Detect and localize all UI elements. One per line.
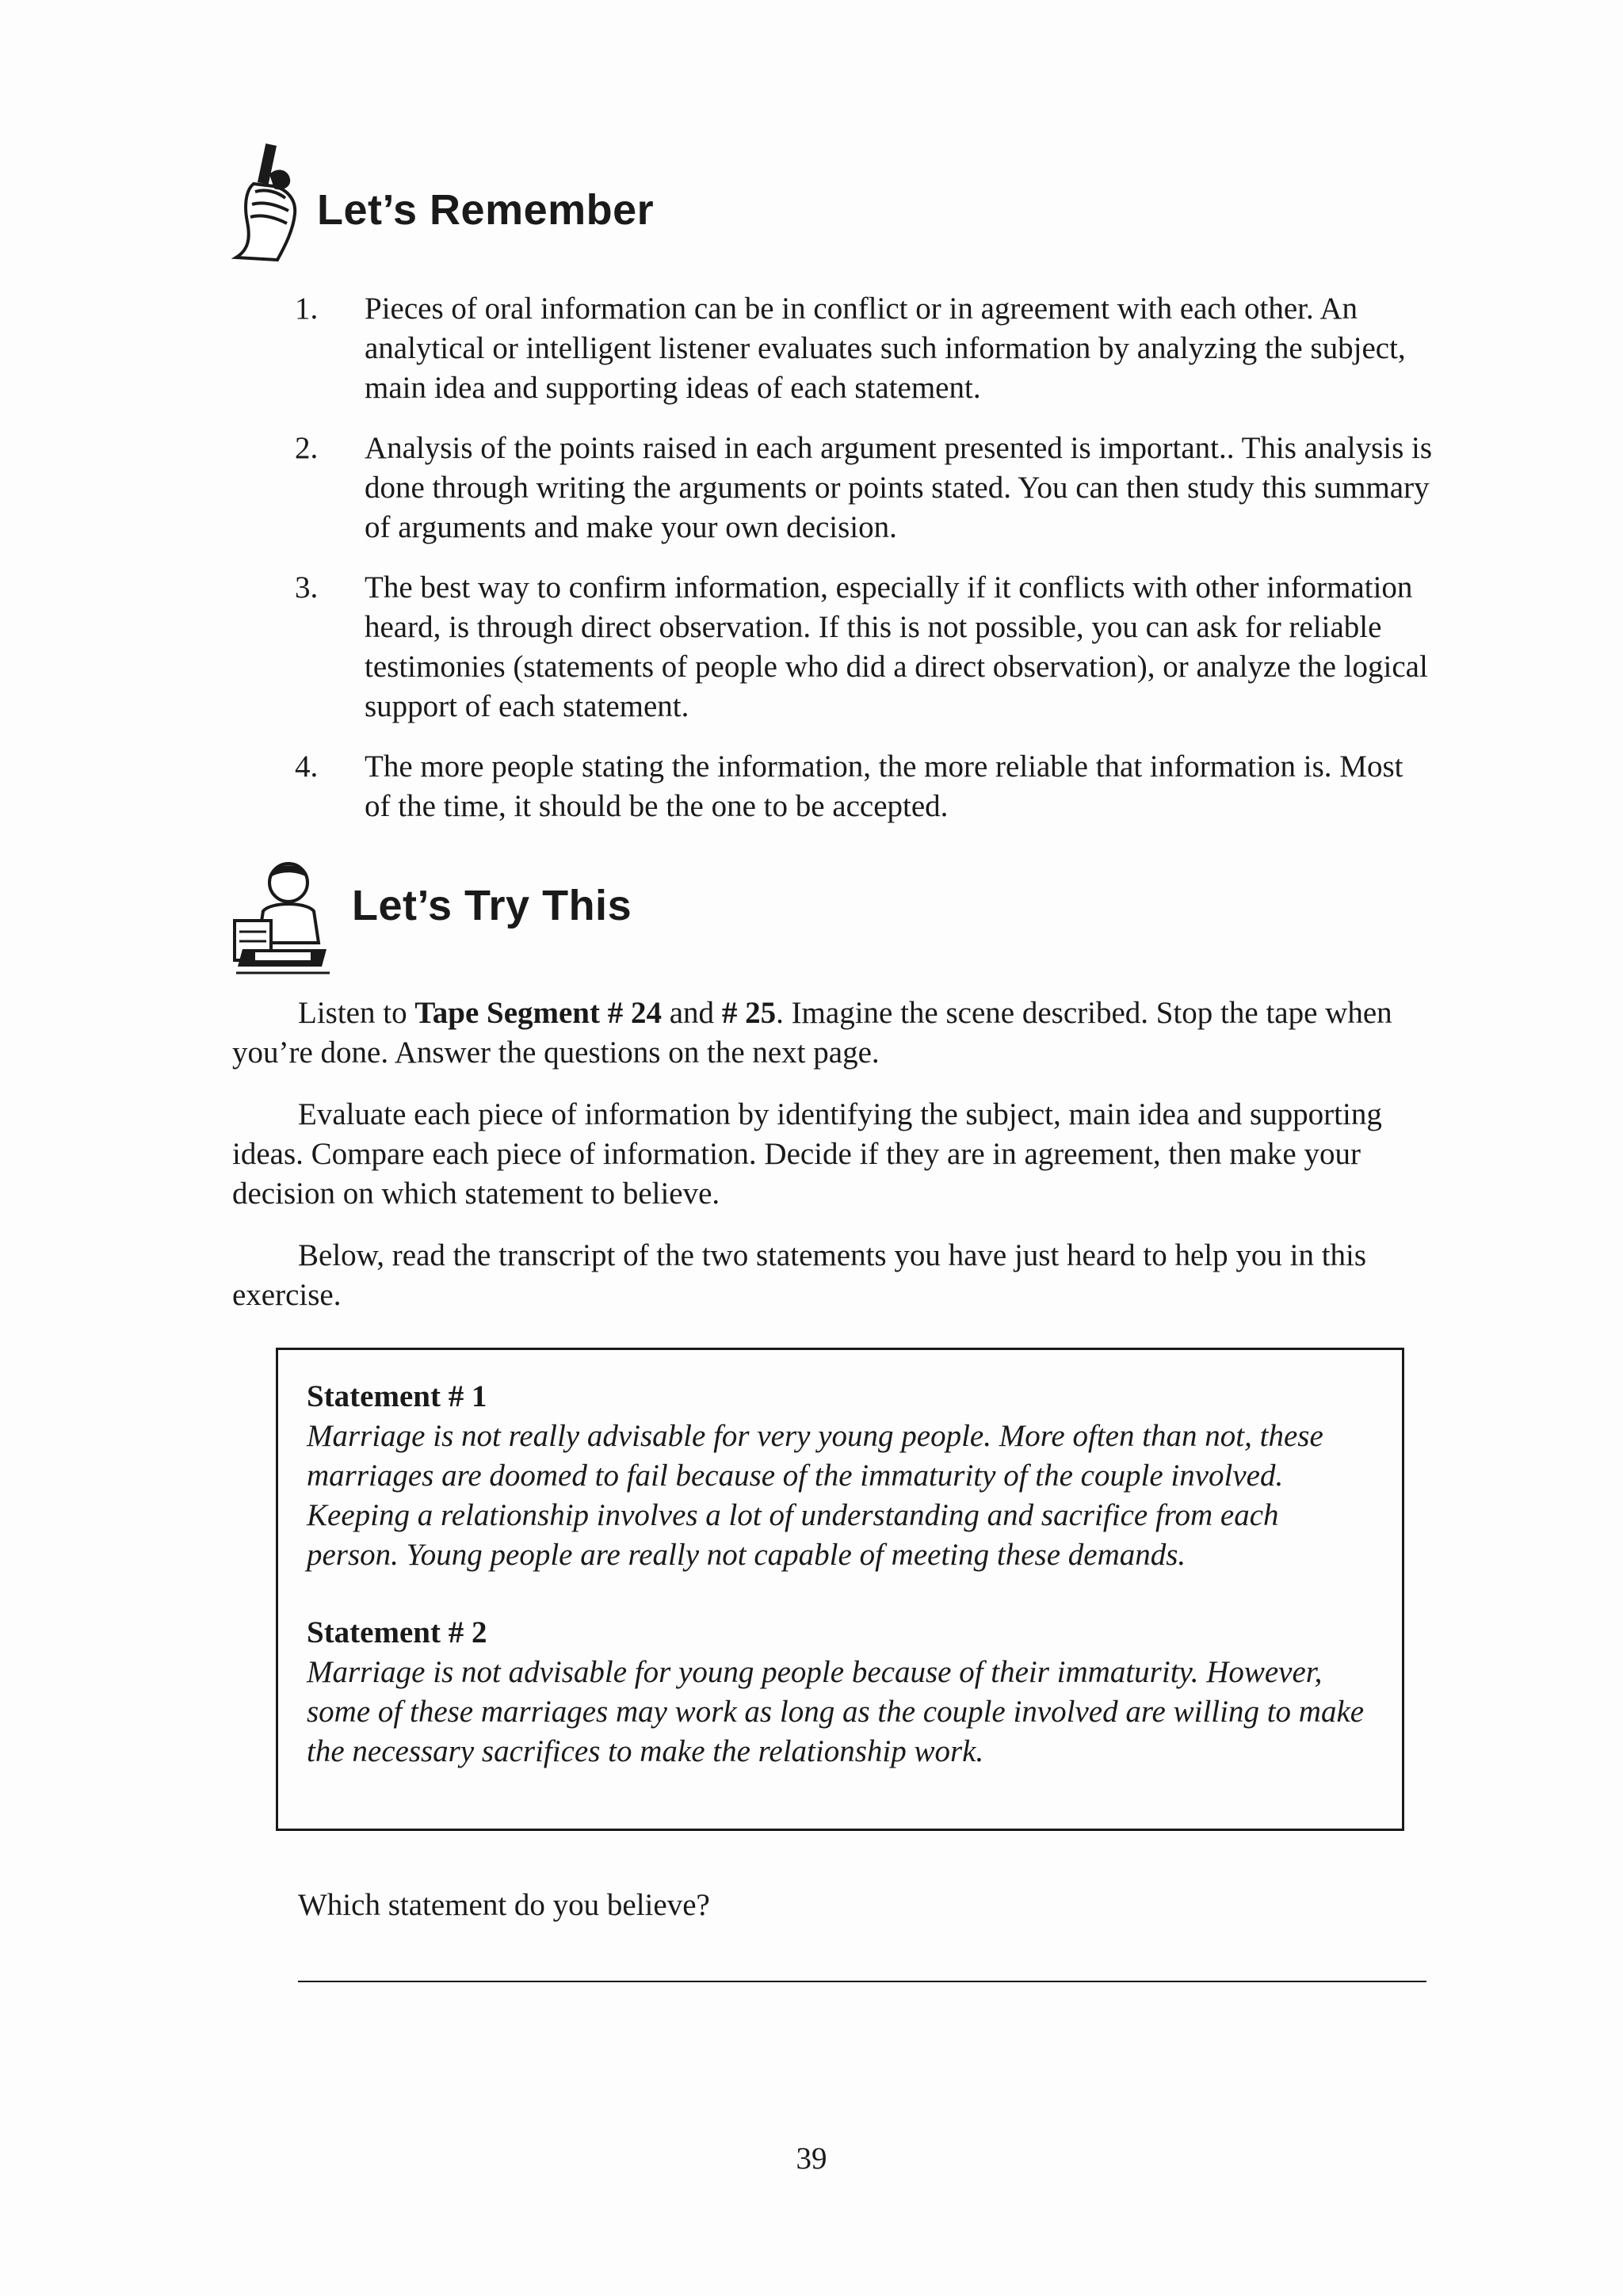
statement-heading: Statement # 1 bbox=[307, 1379, 487, 1413]
paragraph-text: Listen to bbox=[298, 996, 415, 1030]
transcript-paragraph: Below, read the transcript of the two statements you have just heard to help you in this exercise. bbox=[232, 1238, 1367, 1312]
list-item bbox=[295, 429, 1436, 547]
list-number: 3. bbox=[295, 570, 319, 605]
list-text: The more people stating the information, the more reliable that information is. Most of the time, it should be the one to be accepted. bbox=[365, 749, 1403, 823]
page-number: 39 bbox=[796, 2142, 827, 2176]
answer-line[interactable] bbox=[298, 1981, 1426, 1982]
statement-text: Marriage is not advisable for young people because of their immaturity. However, some of these marriages may work as long as the couple involved are willing to make the necessary sacrifices to make the relationship work. bbox=[307, 1655, 1365, 1768]
student-writing-icon bbox=[231, 856, 334, 974]
tape-segment-label: # 25 bbox=[721, 996, 777, 1030]
list-text: The best way to confirm information, especially if it conflicts with other information heard, is through direct observation. If this is not possible, you can ask for reliable testimonies (statements of people who did a direct observation), or analyze the logical support of each statement. bbox=[365, 570, 1428, 723]
statement-text: Marriage is not really advisable for very young people. More often than not, these marriages are doomed to fail because of the immaturity of the couple involved. Keeping a relationship involves a lot of understanding and sacrifice from each person. Young people are really not capable of meeting these demands. bbox=[307, 1419, 1323, 1572]
section-title: Let’s Try This bbox=[352, 882, 632, 929]
lets-remember-header bbox=[230, 143, 654, 261]
paragraph-text: . Imagine the scene described. Stop the tape when you’re done. Answer the questions on the next page. bbox=[232, 996, 1392, 1070]
section-title: Let’s Remember bbox=[317, 186, 655, 234]
list-item bbox=[295, 568, 1436, 727]
statement-block bbox=[307, 1613, 1373, 1772]
paragraph-text: and bbox=[662, 996, 722, 1030]
question-text: Which statement do you believe? bbox=[298, 1888, 710, 1922]
tape-segment-label: Tape Segment # 24 bbox=[414, 996, 662, 1030]
list-text: Analysis of the points raised in each argument presented is important.. This analysis is done through writing the arguments or points stated. You can then study this summary of arguments and make your own decision. bbox=[365, 431, 1433, 544]
statement-block bbox=[307, 1377, 1373, 1575]
evaluate-paragraph: Evaluate each piece of information by identifying the subject, main idea and supporting ideas. Compare each piece of information. Decide if they are in agreement, then make your decision on which statement to believe. bbox=[232, 1097, 1382, 1211]
list-number: 2. bbox=[295, 431, 319, 465]
list-text: Pieces of oral information can be in conflict or in agreement with each other. An analytical or intelligent listener evaluates such information by analyzing the subject, main idea and supporting ideas of each statement. bbox=[365, 292, 1406, 405]
list-item bbox=[295, 747, 1436, 826]
instruction-paragraph bbox=[232, 994, 1437, 1073]
list-number: 1. bbox=[295, 292, 319, 326]
pointing-hand-icon bbox=[230, 143, 303, 261]
lets-try-this-header bbox=[231, 856, 632, 974]
statements-box bbox=[276, 1348, 1404, 1831]
statement-heading: Statement # 2 bbox=[307, 1615, 487, 1650]
list-item bbox=[295, 289, 1436, 408]
remember-list bbox=[295, 289, 1436, 847]
list-number: 4. bbox=[295, 749, 319, 784]
